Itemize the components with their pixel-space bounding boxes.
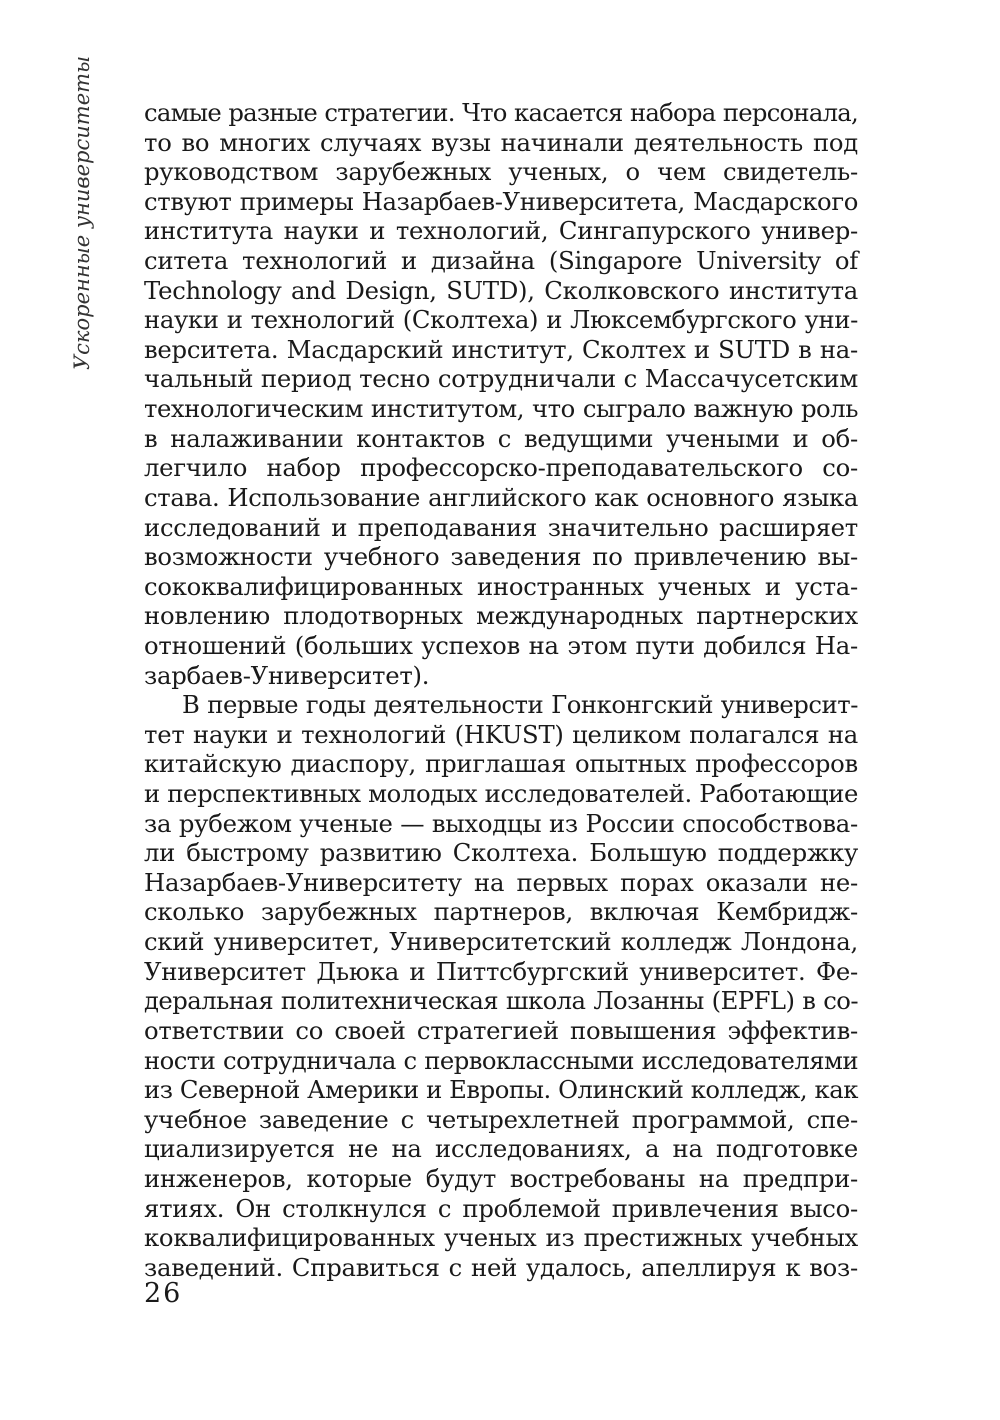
text-line: ский университет, Университетский колледж Лондона, (144, 927, 858, 957)
text-line: ли быстрому развитию Сколтеха. Большую поддержку (144, 838, 858, 868)
text-line: сколько зарубежных партнеров, включая Кембридж- (144, 897, 858, 927)
text-line: отношений (больших успехов на этом пути добился На- (144, 630, 858, 660)
text-line: тет науки и технологий (HKUST) целиком полагался на (144, 719, 858, 749)
text-line: верситета. Масдарский институт, Сколтех и SUTD в на- (144, 334, 858, 364)
text-line: возможности учебного заведения по привлечению вы- (144, 542, 858, 572)
text-line: ности сотрудничала с первоклассными исследователями (144, 1045, 858, 1075)
text-line: китайскую диаспору, приглашая опытных профессоров (144, 749, 858, 779)
page-number: 26 (144, 1278, 183, 1309)
text-line: руководством зарубежных ученых, о чем свидетель- (144, 157, 858, 187)
text-line: става. Использование английского как основного языка (144, 482, 858, 512)
running-head-text: Ускоренные университеты (70, 55, 94, 370)
text-line: в налаживании контактов с ведущими учеными и об- (144, 423, 858, 453)
text-line: и перспективных молодых исследователей. Работающие (144, 779, 859, 809)
text-line: инженеров, которые будут востребованы на предпри- (144, 1163, 858, 1193)
text-line: ответствии со своей стратегией повышения эффектив- (144, 1015, 858, 1045)
text-line: новлению плодотворных международных партнерских (144, 601, 858, 631)
text-line: самые разные стратегии. Что касается набора персонала, (144, 98, 858, 127)
text-line: зарбаев-Университет). (144, 660, 430, 690)
text-line: то во многих случаях вузы начинали деятельность под (144, 127, 858, 157)
text-line: деральная политехническая школа Лозанны (EPFL) в со- (144, 986, 858, 1016)
paragraph-1 (144, 98, 858, 690)
text-line: циализируется не на исследованиях, а на подготовке (144, 1134, 858, 1164)
text-line: ятиях. Он столкнулся с проблемой привлечения высо- (144, 1193, 858, 1223)
text-line: учебное заведение с четырехлетней программой, спе- (144, 1104, 858, 1134)
text-line: чальный период тесно сотрудничали с Массачусетским (144, 364, 858, 394)
text-line: Университет Дьюка и Питтсбургский университет. Фе- (144, 956, 858, 986)
text-line: ствуют примеры Назарбаев-Университета, Масдарского (144, 186, 858, 216)
text-line: исследований и преподавания значительно расширяет (144, 512, 858, 542)
text-line: из Северной Америки и Европы. Олинский колледж, как (144, 1075, 858, 1105)
text-line: технологическим институтом, что сыграло важную роль (144, 394, 858, 424)
text-line: Назарбаев-Университету на первых порах оказали не- (144, 867, 858, 897)
text-line: Technology and Design, SUTD), Сколковского института (144, 275, 858, 305)
text-line: науки и технологий (Сколтеха) и Люксембургского уни- (144, 305, 858, 335)
text-line: сококвалифицированных иностранных ученых и уста- (144, 571, 858, 601)
text-line: легчило набор профессорско-преподавательского со- (144, 453, 858, 483)
main-text (144, 98, 858, 1282)
text-line: В первые годы деятельности Гонконгский университ- (182, 690, 858, 720)
text-line: заведений. Справиться с ней удалось, апеллируя к воз- (144, 1252, 858, 1282)
text-line: института науки и технологий, Сингапурского универ- (144, 216, 858, 246)
text-line: ситета технологий и дизайна (Singapore University of (144, 246, 858, 276)
paragraph-2 (144, 690, 858, 1282)
text-line: за рубежом ученые — выходцы из России способствова- (144, 808, 858, 838)
text-line: коквалифицированных ученых из престижных учебных (144, 1223, 858, 1253)
